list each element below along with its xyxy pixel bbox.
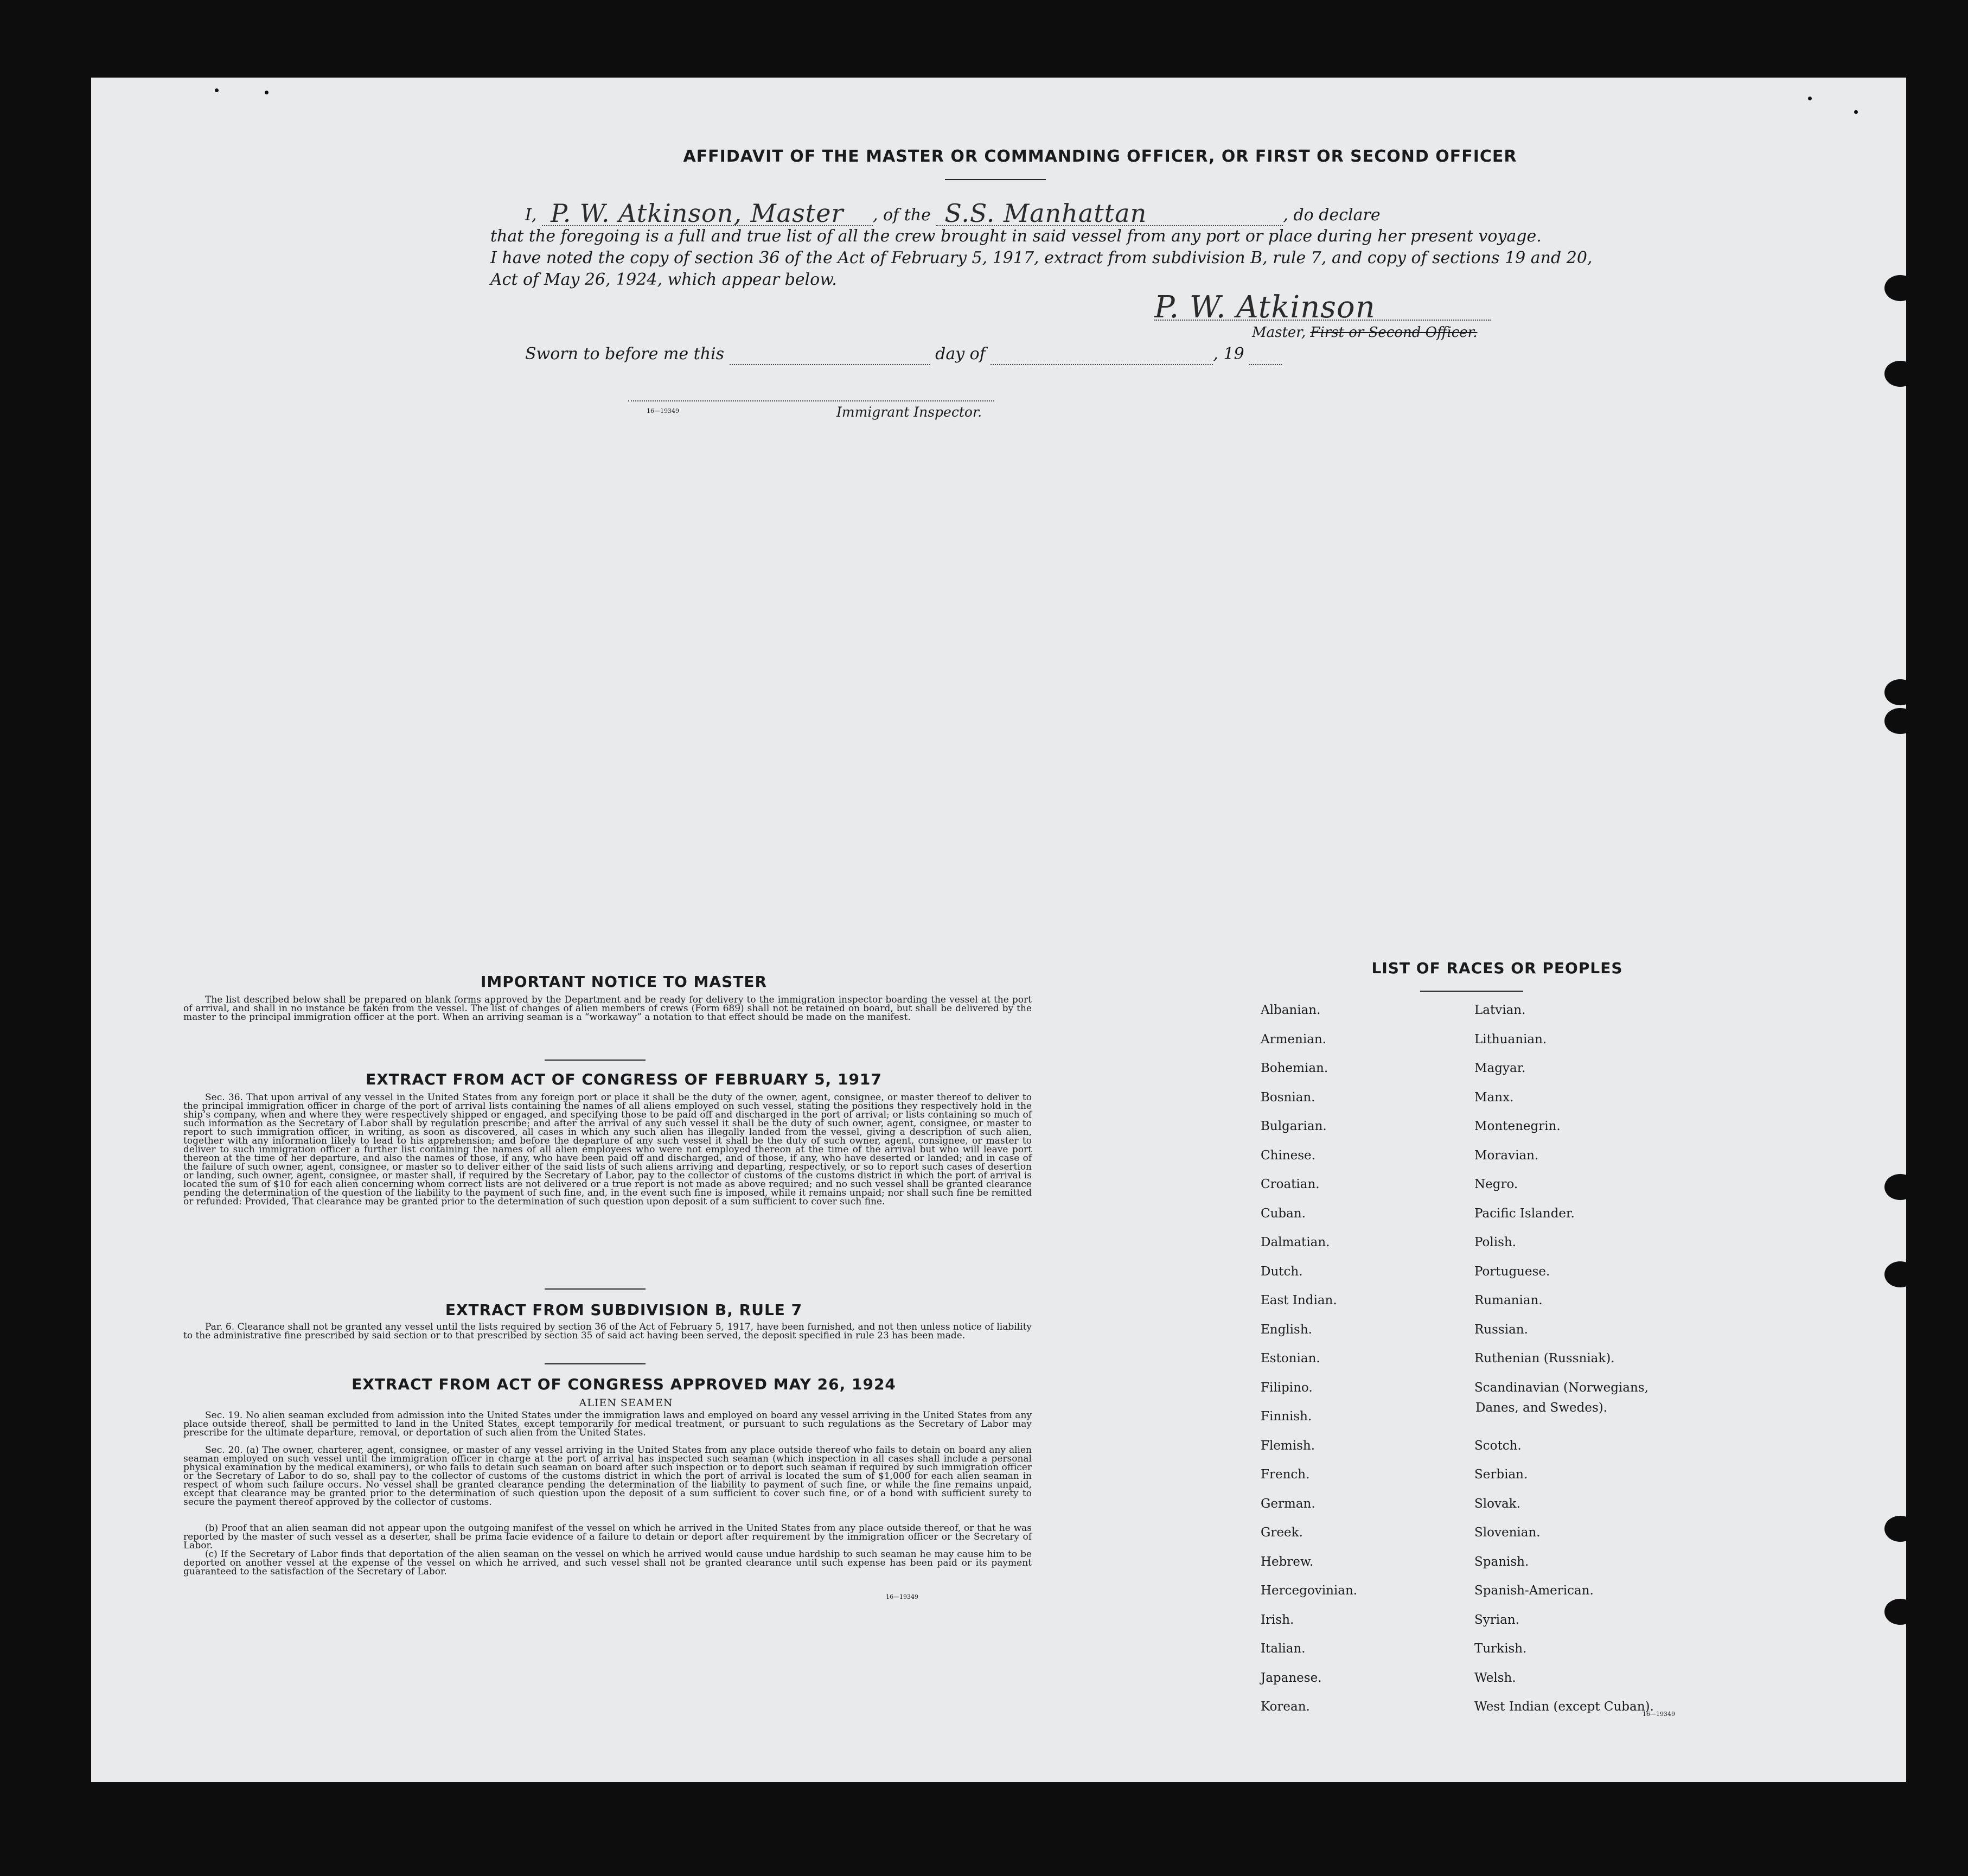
race-item: Armenian. xyxy=(1261,1032,1327,1047)
race-item: Serbian. xyxy=(1474,1467,1528,1482)
race-item: Italian. xyxy=(1261,1642,1306,1656)
signature-caption xyxy=(1252,322,1478,343)
declarant-name-field[interactable] xyxy=(542,199,873,228)
race-item: East Indian. xyxy=(1261,1293,1337,1307)
race-item: German. xyxy=(1261,1497,1315,1511)
race-item: Welsh. xyxy=(1474,1671,1516,1685)
race-item: Hercegovinian. xyxy=(1261,1584,1358,1598)
race-item: Polish. xyxy=(1474,1235,1517,1249)
declarant-prefix: I, xyxy=(525,206,537,225)
divider xyxy=(545,1060,646,1061)
extract-form-number: 16—19349 xyxy=(886,1593,918,1600)
race-item: Japanese. xyxy=(1261,1671,1322,1685)
alien-seamen-subtitle: ALIEN SEAMEN xyxy=(579,1397,673,1409)
binder-hole xyxy=(1884,679,1906,705)
race-item: Slovenian. xyxy=(1474,1526,1541,1540)
section-20a-text: Sec. 20. (a) The owner, charterer, agent, consignee, or master of any vessel arriving in the United States from any place outside thereof who fails to detain on board any alien seaman employed on such vessel until the immigration officer in charge at the port of arrival has inspected such seaman (which inspection in all cases shall include a personal physical examination by the medical examiners), or who fails to detain such seaman on board after such inspection or to deport such seaman if required by such immigration officer or the Secretary of Labor to do so, shall pay to the collector of customs of the customs district in which the port of arrival is located the sum of $1,000 for each alien seaman in respect of whom such failure occurs. No vessel shall be granted clearance pending the determination of the liability to payment of such fine, or while the fine remains unpaid, except that clearance may be granted prior to the determination of such question upon the deposit of a sum sufficient to cover such fine, or of a bond with sufficient surety to secure the payment thereof approved by the collector of customs. xyxy=(183,1445,1032,1508)
section-19-text: Sec. 19. No alien seaman excluded from admission into the United States under the immigration laws and employed on board any vessel arriving in the United States from any place outside thereof, shall be permitted to land in the United States, except temporarily for medical treatment, or pursuant to such regulations as the Secretary of Labor may prescribe for the ultimate departure, removal, or deportation of such alien from the United States. xyxy=(183,1410,1032,1438)
sworn-label: Sworn to before me this xyxy=(525,344,725,363)
race-item: Ruthenian (Russniak). xyxy=(1474,1351,1615,1365)
paper-speck xyxy=(265,91,269,94)
race-item: Latvian. xyxy=(1474,1003,1526,1017)
race-item: Bosnian. xyxy=(1261,1090,1315,1105)
year-label: , 19 xyxy=(1213,344,1244,363)
race-item: Filipino. xyxy=(1261,1381,1313,1395)
races-title: LIST OF RACES OR PEOPLES xyxy=(1371,959,1623,977)
race-item: English. xyxy=(1261,1323,1312,1337)
race-item: Magyar. xyxy=(1474,1061,1526,1075)
inspector-caption: Immigrant Inspector. xyxy=(836,404,982,420)
divider xyxy=(545,1288,646,1290)
signature-field[interactable] xyxy=(1154,289,1491,325)
race-item: Finnish. xyxy=(1261,1409,1312,1424)
binder-hole xyxy=(1884,275,1906,301)
race-item: Estonian. xyxy=(1261,1351,1320,1365)
race-item: Turkish. xyxy=(1474,1642,1527,1656)
binder-hole xyxy=(1884,1261,1906,1287)
extract-1917-text: Sec. 36. That upon arrival of any vessel in the United States from any foreign port or place it shall be the duty of the owner, agent, consignee, or master thereof to deliver to the principal immigration officer in charge of the port of arrival lists containing the names of all aliens employed on such vessel, stating the positions they respectively hold in the ship’s company, when and where they were respectively shipped or engaged, and specifying those to be paid off and discharged in the port of arrival; or lists containing so much of such information as the Secretary of Labor shall by regulation prescribe; and after the arrival of any such vessel it shall be the duty of such owner, agent, consignee, or master to report to such immigration officer, in writing, as soon as discovered, all cases in which any such alien has illegally landed from the vessel, giving a description of such alien, together with any information likely to lead to his apprehension; and before the departure of any such vessel it shall be the duty of such owner, agent, consignee, or master to deliver to such immigration officer a further list containing the names of all alien employees who were not employed thereon at the time of the arrival but who will leave port thereon at the time of her departure, and also the names of those, if any, who have been paid off and discharged, and of those, if any, who have deserted or landed; and in case of the failure of such owner, agent, consignee, or master so to deliver either of the said lists of such aliens arriving and departing, respectively, or so to report such cases of desertion or landing, such owner, agent, consignee, or master shall, if required by the Secretary of Labor, pay to the collector of customs of the customs district in which the port of arrival is located the sum of $10 for each alien concerning whom correct lists are not delivered or a true report is not made as above required; and no such vessel shall be granted clearance pending the determination of the question of the liability to the payment of such fine, and, in the event such fine is imposed, while it remains unpaid; nor shall such fine be remitted or refunded: Provided, That clearance may be granted prior to the determination of such question upon deposit of a sum sufficient to cover such fine. xyxy=(183,1092,1032,1207)
declare-label: , do declare xyxy=(1283,206,1381,225)
race-item: Spanish. xyxy=(1474,1555,1529,1569)
rule-7-text: Par. 6. Clearance shall not be granted any vessel until the lists required by section 36 of the Act of February 5, 1917, have been furnished, and not then unless notice of liability to the administrative fine prescribed by said section or to that prescribed by section 35 of said act having been served, the deposit specified in rule 23 has been made. xyxy=(183,1322,1032,1341)
declarant-name-handwriting: P. W. Atkinson, Master xyxy=(550,199,844,228)
race-item: Chinese. xyxy=(1261,1148,1315,1163)
binder-hole xyxy=(1884,708,1906,734)
race-item: Manx. xyxy=(1474,1090,1514,1105)
race-item: Pacific Islander. xyxy=(1474,1207,1575,1221)
signature-handwriting: P. W. Atkinson xyxy=(1154,290,1376,325)
master-caption: Master, xyxy=(1252,324,1306,341)
day-of-label: day of xyxy=(935,344,986,363)
vessel-name-field[interactable] xyxy=(936,199,1283,228)
race-item: Scotch. xyxy=(1474,1439,1522,1453)
race-item: Croatian. xyxy=(1261,1177,1320,1191)
paper-speck xyxy=(1854,110,1858,114)
race-item: Lithuanian. xyxy=(1474,1032,1547,1047)
binder-hole xyxy=(1884,361,1906,387)
race-item: Slovak. xyxy=(1474,1497,1520,1511)
binder-hole xyxy=(1884,1174,1906,1200)
section-20b-text: (b) Proof that an alien seaman did not appear upon the outgoing manifest of the vessel on which he arrived in the United States from any place outside thereof, or that he was reported by the master of such vessel as a deserter, shall be prima facie evidence of a failure to detain or deport after requirement by the immigration officer or the Secretary of Labor. xyxy=(183,1523,1032,1551)
notice-title: IMPORTANT NOTICE TO MASTER xyxy=(480,973,768,991)
sworn-year-field[interactable] xyxy=(1249,347,1282,365)
race-item: Negro. xyxy=(1474,1177,1518,1191)
signature-block xyxy=(1154,289,1491,325)
affidavit-line-3: I have noted the copy of section 36 of the Act of February 5, 1917, extract from subdivision B, rule 7, and copy of sections 19 and 20, xyxy=(490,248,1593,267)
affidavit-title: AFFIDAVIT OF THE MASTER OR COMMANDING OFFICER, OR FIRST OR SECOND OFFICER xyxy=(683,147,1517,166)
title-divider xyxy=(945,179,1046,180)
race-item: Bulgarian. xyxy=(1261,1119,1327,1133)
race-item: Hebrew. xyxy=(1261,1555,1314,1569)
binder-hole xyxy=(1884,1599,1906,1625)
of-the-label: , of the xyxy=(872,206,931,225)
race-item: Moravian. xyxy=(1474,1148,1539,1163)
divider xyxy=(545,1363,646,1364)
struck-officer-caption: First or Second Officer. xyxy=(1310,324,1478,341)
races-divider xyxy=(1420,991,1523,992)
race-item: Syrian. xyxy=(1474,1613,1519,1627)
race-item: French. xyxy=(1261,1467,1310,1482)
affidavit-line-1 xyxy=(525,199,1381,228)
rule-7-title: EXTRACT FROM SUBDIVISION B, RULE 7 xyxy=(445,1301,803,1319)
race-item: Greek. xyxy=(1261,1526,1303,1540)
affidavit-line-2: that the foregoing is a full and true list of all the crew brought in said vessel from any port or place during her present voyage. xyxy=(490,227,1542,246)
race-item: Irish. xyxy=(1261,1613,1294,1627)
affidavit-form-number: 16—19349 xyxy=(647,407,679,414)
race-item: Dalmatian. xyxy=(1261,1235,1330,1249)
race-item: Cuban. xyxy=(1261,1207,1306,1221)
race-item: Albanian. xyxy=(1261,1003,1321,1017)
document-page xyxy=(91,78,1906,1782)
race-item: Spanish-American. xyxy=(1474,1584,1594,1598)
race-item: Rumanian. xyxy=(1474,1293,1543,1307)
paper-speck xyxy=(215,88,219,92)
notice-text: The list described below shall be prepared on blank forms approved by the Department and be ready for delivery to the immigration inspector boarding the vessel at the port of arrival, and shall in no instance be taken from the vessel. The list of changes of alien members of crews (Form 689) shall not be retained on board, but shall be delivered by the master to the principal immigration officer at the port. When an arriving seaman is a “workaway” a notation to that effect should be made on the manifest. xyxy=(183,994,1032,1023)
affidavit-line-4: Act of May 26, 1924, which appear below. xyxy=(490,270,837,289)
race-item: West Indian (except Cuban). xyxy=(1474,1700,1654,1714)
paper-speck xyxy=(1808,97,1812,100)
race-item: Montenegrin. xyxy=(1474,1119,1561,1133)
sworn-date-field[interactable] xyxy=(730,347,930,365)
extract-1924-title: EXTRACT FROM ACT OF CONGRESS APPROVED MAY 26, 1924 xyxy=(352,1375,896,1393)
race-item: Korean. xyxy=(1261,1700,1310,1714)
race-item: Scandinavian (Norwegians, xyxy=(1474,1381,1648,1395)
race-item: Russian. xyxy=(1474,1323,1528,1337)
race-item: Flemish. xyxy=(1261,1439,1315,1453)
races-form-number: 16—19349 xyxy=(1643,1711,1675,1718)
extract-1917-title: EXTRACT FROM ACT OF CONGRESS OF FEBRUARY 5, 1917 xyxy=(366,1070,882,1088)
race-item: Danes, and Swedes). xyxy=(1475,1401,1608,1415)
sworn-month-field[interactable] xyxy=(991,347,1213,365)
binder-hole xyxy=(1884,1516,1906,1542)
sworn-line xyxy=(525,343,1282,365)
race-item: Bohemian. xyxy=(1261,1061,1328,1075)
vessel-name-handwriting: S.S. Manhattan xyxy=(944,199,1147,228)
race-item: Portuguese. xyxy=(1474,1265,1550,1279)
section-20c-text: (c) If the Secretary of Labor finds that deportation of the alien seaman on the vessel on which he arrived would cause undue hardship to such seaman he may cause him to be deported on another vessel at the expense of the vessel on which he arrived, and such vessel shall not be granted clearance until such expense has been paid or its payment guaranteed to the satisfaction of the Secretary of Labor. xyxy=(183,1549,1032,1577)
race-item: Dutch. xyxy=(1261,1265,1303,1279)
